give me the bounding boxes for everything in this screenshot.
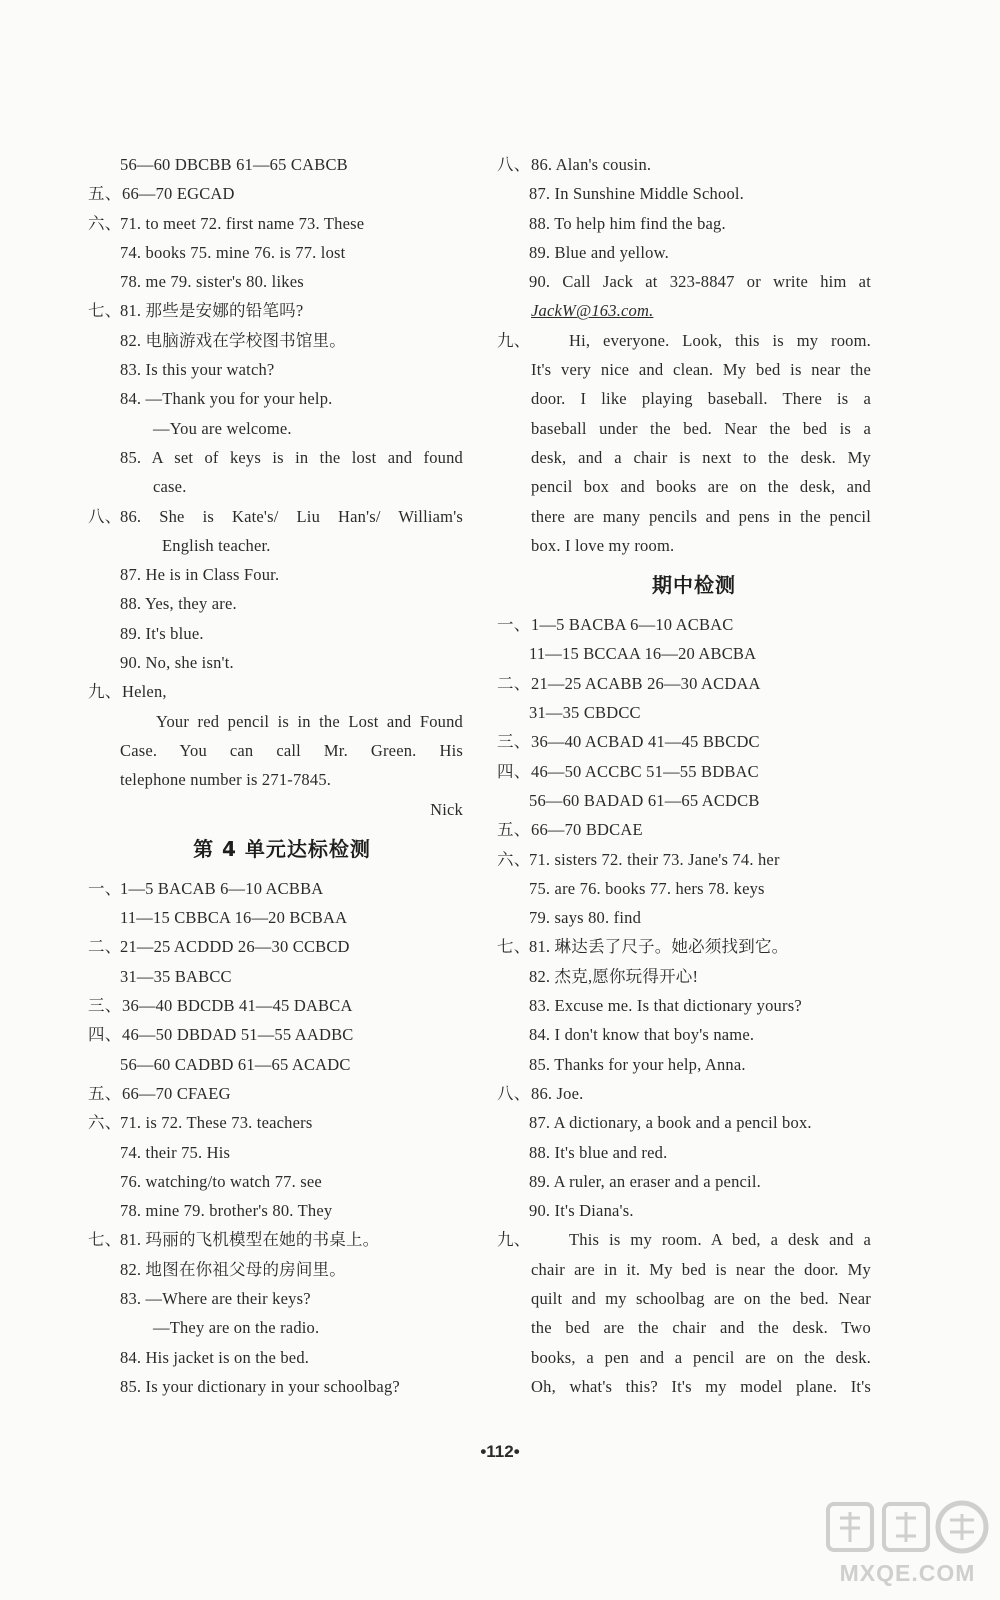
answer-text: 74. their 75. His bbox=[120, 1142, 231, 1162]
answer-text: 31—35 CBDCC bbox=[529, 703, 641, 723]
answer-text: 56—60 DBCBB 61—65 CABCB bbox=[120, 155, 348, 174]
answer-text: 85. A set of keys is in the lost and found bbox=[120, 447, 463, 467]
answer-text: telephone number is 271-7845. bbox=[120, 770, 332, 790]
answer-text: 76. watching/to watch 77. see bbox=[120, 1171, 322, 1191]
answer-line bbox=[88, 1167, 476, 1196]
answer-text: 83. —Where are their keys? bbox=[120, 1288, 311, 1308]
answer-line bbox=[88, 150, 476, 179]
answer-text: 82. 地图在你祖父母的房间里。 bbox=[120, 1259, 346, 1279]
answer-line bbox=[497, 639, 891, 668]
answer-text: 78. me 79. sister's 80. likes bbox=[120, 272, 304, 292]
answer-line bbox=[497, 1020, 891, 1049]
answer-line bbox=[88, 765, 476, 794]
answer-text: 86. Joe. bbox=[531, 1083, 584, 1103]
answer-line bbox=[497, 531, 891, 560]
answer-text: 82. 电脑游戏在学校图书馆里。 bbox=[120, 330, 346, 350]
watermark-url: MXQE.COM bbox=[839, 1560, 976, 1586]
answer-text: quilt and my schoolbag are on the bed. Near bbox=[531, 1288, 871, 1308]
answer-line bbox=[497, 874, 891, 903]
answer-line bbox=[88, 238, 476, 267]
answer-line bbox=[497, 1108, 891, 1137]
answer-line bbox=[497, 757, 891, 786]
answer-text: 71. is 72. These 73. teachers bbox=[120, 1113, 313, 1133]
answer-line bbox=[88, 1225, 476, 1254]
answer-text: 56—60 BADAD 61—65 ACDCB bbox=[529, 790, 760, 810]
section-label: 四、 bbox=[88, 1025, 122, 1045]
section-label: 三、 bbox=[497, 732, 531, 752]
answer-line bbox=[88, 443, 476, 472]
answer-text: Nick bbox=[430, 799, 463, 819]
answer-text: 86. She is Kate's/ Liu Han's/ William's bbox=[120, 506, 463, 526]
answer-line bbox=[497, 669, 891, 698]
section-label: 六、 bbox=[497, 849, 531, 869]
answer-text: there are many pencils and pens in the pencil bbox=[531, 506, 871, 526]
section-label: 八、 bbox=[88, 506, 122, 526]
answer-text: —You are welcome. bbox=[153, 418, 292, 438]
answer-line bbox=[88, 355, 476, 384]
answer-text: 56—60 CADBD 61—65 ACADC bbox=[120, 1054, 351, 1074]
answer-line bbox=[497, 932, 891, 961]
answer-text: 46—50 ACCBC 51—55 BDBAC bbox=[531, 761, 759, 781]
answer-text: the bed are the chair and the desk. Two bbox=[531, 1318, 871, 1338]
answer-text: case. bbox=[153, 477, 187, 497]
answer-line bbox=[88, 1020, 476, 1049]
answer-text: 85. Is your dictionary in your schoolbag? bbox=[120, 1376, 400, 1396]
answer-line bbox=[88, 1050, 476, 1079]
answer-text: 71. sisters 72. their 73. Jane's 74. her bbox=[529, 849, 780, 869]
section-label: 九、 bbox=[497, 1230, 531, 1250]
section-label: 六、 bbox=[88, 1113, 122, 1133]
answer-line bbox=[497, 384, 891, 413]
answer-text: 89. It's blue. bbox=[120, 623, 204, 643]
answer-line bbox=[497, 238, 891, 267]
answer-line bbox=[497, 1167, 891, 1196]
answer-text: 87. In Sunshine Middle School. bbox=[529, 184, 744, 204]
answer-line bbox=[88, 1138, 476, 1167]
section-label: 二、 bbox=[88, 937, 122, 957]
answer-line bbox=[88, 267, 476, 296]
answer-text: door. I like playing baseball. There is a bbox=[531, 389, 871, 409]
answer-line bbox=[497, 903, 891, 932]
answer-text: 88. It's blue and red. bbox=[529, 1142, 668, 1162]
answer-text: 11—15 CBBCA 16—20 BCBAA bbox=[120, 908, 348, 928]
answer-text: 66—70 EGCAD bbox=[122, 184, 235, 204]
answer-line bbox=[88, 384, 476, 413]
section-label: 一、 bbox=[88, 878, 122, 898]
answer-line bbox=[88, 1343, 476, 1372]
answer-text: 90. Call Jack at 323-8847 or write him at bbox=[529, 272, 871, 292]
answer-line bbox=[497, 326, 891, 355]
section-label: 二、 bbox=[497, 673, 531, 693]
answer-line bbox=[497, 610, 891, 639]
answer-line bbox=[88, 1196, 476, 1225]
answer-line bbox=[497, 502, 891, 531]
answer-text: Helen, bbox=[122, 682, 167, 702]
answer-text: Your red pencil is in the Lost and Found bbox=[156, 711, 463, 731]
answer-line bbox=[497, 1050, 891, 1079]
answer-text: box. I love my room. bbox=[531, 535, 675, 555]
answer-line bbox=[497, 1079, 891, 1108]
answer-line bbox=[88, 795, 476, 824]
section-heading: 期中检测 bbox=[652, 573, 736, 598]
answer-text: 79. says 80. find bbox=[529, 908, 642, 928]
answer-line bbox=[88, 962, 476, 991]
section-label: 四、 bbox=[497, 761, 531, 781]
answer-line bbox=[88, 736, 476, 765]
answer-line bbox=[88, 903, 476, 932]
answer-line bbox=[88, 932, 476, 961]
answer-line bbox=[497, 962, 891, 991]
answer-text: 36—40 BDCDB 41—45 DABCA bbox=[122, 996, 353, 1016]
answer-text: 78. mine 79. brother's 80. They bbox=[120, 1201, 333, 1221]
answer-text: Hi, everyone. Look, this is my room. bbox=[569, 330, 871, 350]
answer-line bbox=[497, 209, 891, 238]
answer-line bbox=[88, 589, 476, 618]
answer-line bbox=[497, 296, 891, 325]
answer-line bbox=[88, 472, 476, 501]
answer-text: 83. Is this your watch? bbox=[120, 360, 275, 380]
right-column bbox=[497, 150, 891, 1401]
left-column bbox=[88, 150, 476, 1401]
section-label: 九、 bbox=[88, 682, 122, 702]
answer-text: —They are on the radio. bbox=[153, 1318, 320, 1338]
answer-text: JackW@163.com. bbox=[531, 301, 654, 321]
answer-text: 87. A dictionary, a book and a pencil box. bbox=[529, 1113, 812, 1133]
answer-text: It's very nice and clean. My bed is near the bbox=[531, 360, 871, 380]
answer-text: 21—25 ACDDD 26—30 CCBCD bbox=[120, 937, 350, 957]
answer-line bbox=[497, 698, 891, 727]
answer-text: 66—70 CFAEG bbox=[122, 1083, 231, 1103]
answer-text: This is my room. A bed, a desk and a bbox=[569, 1230, 871, 1250]
answer-text: 89. Blue and yellow. bbox=[529, 242, 669, 262]
answer-text: 74. books 75. mine 76. is 77. lost bbox=[120, 242, 346, 262]
answer-line bbox=[88, 560, 476, 589]
answer-line bbox=[88, 1313, 476, 1342]
answer-line bbox=[88, 1255, 476, 1284]
answer-line bbox=[497, 1138, 891, 1167]
section-label: 三、 bbox=[88, 996, 122, 1016]
section-label: 八、 bbox=[497, 1083, 531, 1103]
answer-text: 83. Excuse me. Is that dictionary yours? bbox=[529, 996, 802, 1016]
answer-text: 31—35 BABCC bbox=[120, 966, 232, 986]
answer-line bbox=[88, 1372, 476, 1401]
answer-line bbox=[497, 267, 891, 296]
section-label: 一、 bbox=[497, 615, 531, 635]
watermark-logo bbox=[820, 1498, 995, 1593]
answer-text: 36—40 ACBAD 41—45 BBCDC bbox=[531, 732, 760, 752]
answer-text: 21—25 ACABB 26—30 ACDAA bbox=[531, 673, 761, 693]
answer-text: 90. It's Diana's. bbox=[529, 1201, 634, 1221]
answer-text: 81. 玛丽的飞机模型在她的书桌上。 bbox=[120, 1230, 380, 1250]
answer-line bbox=[88, 1108, 476, 1137]
answer-line bbox=[497, 150, 891, 179]
answer-line bbox=[88, 531, 476, 560]
answer-line bbox=[88, 326, 476, 355]
answer-text: desk, and a chair is next to the desk. My bbox=[531, 447, 871, 467]
section-label: 七、 bbox=[88, 1230, 122, 1250]
answer-line bbox=[497, 1225, 891, 1254]
answer-line bbox=[497, 815, 891, 844]
section-label: 五、 bbox=[88, 1083, 122, 1103]
answer-line bbox=[497, 472, 891, 501]
answer-line bbox=[88, 1079, 476, 1108]
answer-line bbox=[497, 991, 891, 1020]
answer-text: 87. He is in Class Four. bbox=[120, 565, 280, 585]
watermark-icon bbox=[820, 1498, 995, 1558]
answer-line bbox=[497, 1313, 891, 1342]
answer-text: baseball under the bed. Near the bed is a bbox=[531, 418, 871, 438]
answer-line bbox=[88, 648, 476, 677]
page-number: •112• bbox=[480, 1442, 520, 1461]
answer-line bbox=[497, 845, 891, 874]
answer-text: 86. Alan's cousin. bbox=[531, 155, 652, 174]
answer-line bbox=[497, 1343, 891, 1372]
answer-line bbox=[497, 1196, 891, 1225]
answer-text: 75. are 76. books 77. hers 78. keys bbox=[529, 878, 765, 898]
answer-text: English teacher. bbox=[162, 535, 271, 555]
answer-text: Case. You can call Mr. Green. His bbox=[120, 740, 463, 760]
section-label: 八、 bbox=[497, 155, 531, 174]
answer-line bbox=[497, 1255, 891, 1284]
answer-line bbox=[88, 502, 476, 531]
answer-text: 11—15 BCCAA 16—20 ABCBA bbox=[529, 644, 757, 664]
answer-line bbox=[88, 677, 476, 706]
answer-line bbox=[497, 443, 891, 472]
answer-line bbox=[497, 786, 891, 815]
answer-text: 46—50 DBDAD 51—55 AADBC bbox=[122, 1025, 354, 1045]
answer-text: pencil box and books are on the desk, and bbox=[531, 477, 871, 497]
answer-line bbox=[88, 179, 476, 208]
answer-text: 71. to meet 72. first name 73. These bbox=[120, 213, 365, 233]
answer-text: 81. 琳达丢了尺子。她必须找到它。 bbox=[529, 937, 789, 957]
answer-line bbox=[88, 296, 476, 325]
answer-text: Oh, what's this? It's my model plane. It's bbox=[531, 1376, 871, 1396]
answer-text: 82. 杰克,愿你玩得开心! bbox=[529, 966, 699, 986]
answer-text: 66—70 BDCAE bbox=[531, 820, 643, 840]
answer-line bbox=[497, 355, 891, 384]
answer-text: 84. His jacket is on the bed. bbox=[120, 1347, 310, 1367]
answer-line bbox=[88, 991, 476, 1020]
answer-text: 88. To help him find the bag. bbox=[529, 213, 726, 233]
section-heading: 第 4 单元达标检测 bbox=[193, 836, 371, 861]
answer-text: 88. Yes, they are. bbox=[120, 594, 237, 614]
answer-text: 89. A ruler, an eraser and a pencil. bbox=[529, 1171, 761, 1191]
answer-line bbox=[497, 727, 891, 756]
answer-line bbox=[88, 414, 476, 443]
answer-text: 81. 那些是安娜的铅笔吗? bbox=[120, 301, 304, 321]
answer-line bbox=[88, 1284, 476, 1313]
section-label: 六、 bbox=[88, 213, 122, 233]
section-label: 五、 bbox=[88, 184, 122, 204]
answer-line bbox=[88, 209, 476, 238]
answer-text: 84. —Thank you for your help. bbox=[120, 389, 333, 409]
answer-text: books, a pen and a pencil are on the desk. bbox=[531, 1347, 871, 1367]
section-label: 七、 bbox=[497, 937, 531, 957]
answer-line bbox=[497, 179, 891, 208]
answer-line bbox=[88, 619, 476, 648]
answer-text: 1—5 BACBA 6—10 ACBAC bbox=[531, 615, 734, 635]
answer-text: 84. I don't know that boy's name. bbox=[529, 1025, 755, 1045]
answer-line bbox=[497, 1372, 891, 1401]
answer-line bbox=[88, 874, 476, 903]
answer-line bbox=[497, 1284, 891, 1313]
answer-line bbox=[88, 707, 476, 736]
answer-text: chair are in it. My bed is near the door. My bbox=[531, 1259, 871, 1279]
section-label: 七、 bbox=[88, 301, 122, 321]
section-label: 九、 bbox=[497, 330, 531, 350]
answer-line bbox=[497, 414, 891, 443]
answer-text: 1—5 BACAB 6—10 ACBBA bbox=[120, 878, 324, 898]
section-label: 五、 bbox=[497, 820, 531, 840]
answer-text: 90. No, she isn't. bbox=[120, 653, 234, 673]
answer-text: 85. Thanks for your help, Anna. bbox=[529, 1054, 746, 1074]
